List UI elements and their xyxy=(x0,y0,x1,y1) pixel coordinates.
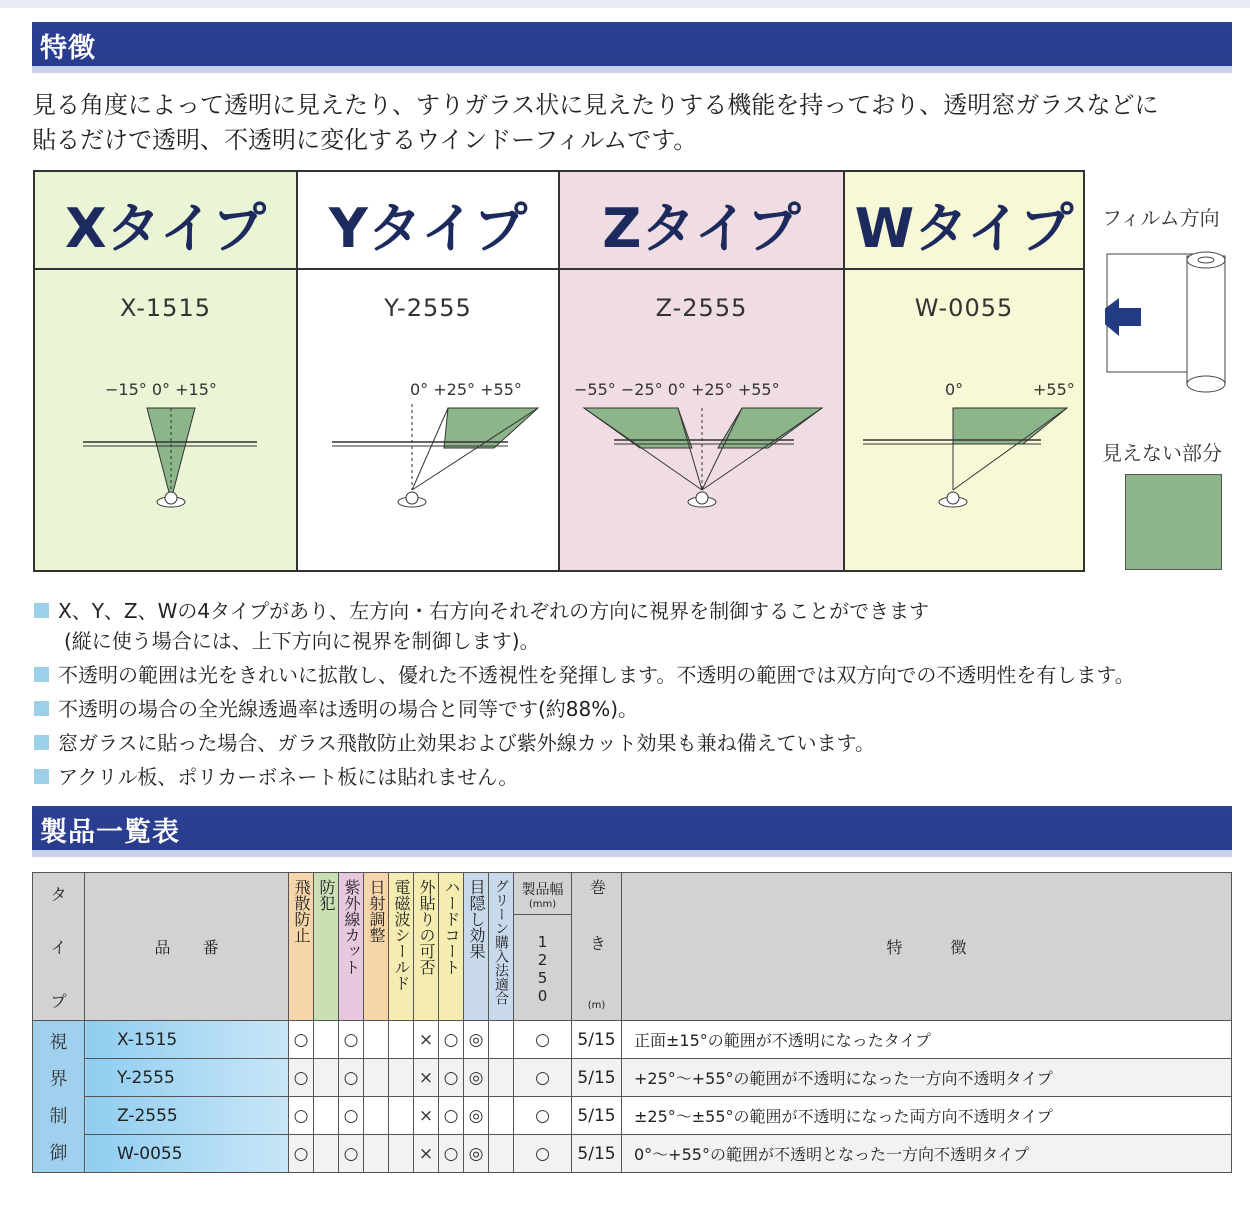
cell-anti-crime xyxy=(314,1097,339,1135)
cell-exterior: × xyxy=(414,1021,439,1059)
header-hard-coat xyxy=(439,873,464,1021)
film-direction-label: フィルム方向 xyxy=(1102,206,1220,230)
cell-green-purchase xyxy=(489,1021,514,1059)
angle-labels: −15° 0° +15° xyxy=(105,380,217,399)
section-header-products xyxy=(32,806,1232,857)
cell-uv-cut: ○ xyxy=(339,1097,364,1135)
cell-solar-control xyxy=(364,1097,389,1135)
group-label-char: 視 xyxy=(49,1032,68,1053)
part-number: W-0055 xyxy=(85,1135,289,1173)
bullet-text: 窓ガラスに貼った場合、ガラス飛散防止効果および紫外線カット効果も兼ね備えています。 xyxy=(58,731,875,755)
header-label: ハードコート xyxy=(442,879,461,975)
header-unit: (m) xyxy=(587,1000,606,1011)
type-name: Zタイプ xyxy=(602,197,801,260)
cell-feature: 正面±15°の範囲が不透明になったタイプ xyxy=(622,1021,1232,1059)
part-number: X-1515 xyxy=(85,1021,289,1059)
header-solar-control xyxy=(364,873,389,1021)
bullet-item xyxy=(34,760,1244,794)
cell-width: ○ xyxy=(514,1135,572,1173)
cell-shatter-proof: ○ xyxy=(289,1059,314,1097)
view-angle-diagram xyxy=(35,172,298,570)
cell-green-purchase xyxy=(489,1097,514,1135)
cell-exterior: × xyxy=(414,1059,439,1097)
cell-shatter-proof: ○ xyxy=(289,1097,314,1135)
header-label: 日射調整 xyxy=(367,879,386,943)
header-green-purchase xyxy=(489,873,514,1021)
cell-emi-shield xyxy=(389,1021,414,1059)
cell-uv-cut: ○ xyxy=(339,1021,364,1059)
header-width xyxy=(514,873,572,1021)
invisible-part-label: 見えない部分 xyxy=(1102,441,1222,465)
bullet-text: 不透明の場合の全光線透過率は透明の場合と同等です(約88%)。 xyxy=(58,697,639,721)
bullet-marker xyxy=(34,667,49,682)
view-angle-diagram xyxy=(845,172,1083,570)
type-code: X-1515 xyxy=(120,294,211,322)
header-type xyxy=(33,873,85,1021)
header-label: 品 番 xyxy=(154,938,219,957)
cell-anti-crime xyxy=(314,1135,339,1173)
view-angle-diagram xyxy=(298,172,560,570)
cell-solar-control xyxy=(364,1059,389,1097)
type-panel-z xyxy=(560,172,845,570)
header-roll xyxy=(572,873,622,1021)
header-part-number xyxy=(85,873,289,1021)
cell-anti-crime xyxy=(314,1059,339,1097)
film-roll-icon xyxy=(1105,250,1235,400)
cell-solar-control xyxy=(364,1135,389,1173)
section-title: 特徴 xyxy=(40,33,96,64)
bullet-marker xyxy=(34,735,49,750)
bullet-marker xyxy=(34,603,49,618)
cell-roll: 5/15 xyxy=(572,1021,622,1059)
bullet-continuation xyxy=(34,624,1244,658)
cell-solar-control xyxy=(364,1021,389,1059)
cell-shatter-proof: ○ xyxy=(289,1135,314,1173)
group-label-char: 界 xyxy=(49,1069,68,1090)
angle-label-left: 0° xyxy=(945,380,964,399)
bullet-item xyxy=(34,692,1244,726)
group-label-char: 制 xyxy=(49,1106,68,1127)
cell-privacy: ◎ xyxy=(464,1097,489,1135)
cell-hard-coat: ○ xyxy=(439,1021,464,1059)
header-privacy xyxy=(464,873,489,1021)
table-row xyxy=(33,1059,1232,1097)
type-name: Xタイプ xyxy=(65,197,266,260)
header-exterior xyxy=(414,873,439,1021)
cell-privacy: ◎ xyxy=(464,1021,489,1059)
intro-text xyxy=(32,88,1242,158)
cell-hard-coat: ○ xyxy=(439,1059,464,1097)
cell-exterior: × xyxy=(414,1135,439,1173)
bullet-marker xyxy=(34,769,49,784)
cell-feature: +25°～+55°の範囲が不透明になった一方向不透明タイプ xyxy=(622,1059,1232,1097)
cell-emi-shield xyxy=(389,1097,414,1135)
cell-hard-coat: ○ xyxy=(439,1135,464,1173)
section-title: 製品一覧表 xyxy=(40,817,180,848)
group-label-char: 御 xyxy=(49,1143,68,1164)
type-code: W-0055 xyxy=(914,294,1014,322)
angle-label-right: +55° xyxy=(1033,380,1075,399)
cell-width: ○ xyxy=(514,1059,572,1097)
cell-exterior: × xyxy=(414,1097,439,1135)
bullet-marker xyxy=(34,701,49,716)
type-panel-x xyxy=(35,172,298,570)
group-label xyxy=(33,1021,85,1173)
cell-uv-cut: ○ xyxy=(339,1135,364,1173)
bullet-text: (縦に使う場合には、上下方向に視界を制御します)。 xyxy=(64,629,540,653)
cell-shatter-proof: ○ xyxy=(289,1021,314,1059)
header-width-value: 1250 xyxy=(533,933,552,1005)
type-code: Z-2555 xyxy=(655,294,748,322)
cell-roll: 5/15 xyxy=(572,1135,622,1173)
cell-privacy: ◎ xyxy=(464,1135,489,1173)
header-unit: (mm) xyxy=(528,899,557,910)
invisible-color-swatch xyxy=(1125,474,1222,570)
bullet-text: アクリル板、ポリカーボネート板には貼れません。 xyxy=(58,765,519,789)
header-label: 特 徴 xyxy=(886,938,967,957)
type-name: Yタイプ xyxy=(328,197,528,260)
header-feature xyxy=(622,873,1232,1021)
cell-width: ○ xyxy=(514,1021,572,1059)
bullet-text: X、Y、Z、Wの4タイプがあり、左方向・右方向それぞれの方向に視界を制御することができます xyxy=(58,599,930,623)
header-shatter-proof xyxy=(289,873,314,1021)
cell-feature: ±25°～±55°の範囲が不透明になった両方向不透明タイプ xyxy=(622,1097,1232,1135)
angle-labels: 0° +25° +55° xyxy=(410,380,522,399)
header-label: 目隠し効果 xyxy=(467,879,486,959)
header-emi-shield xyxy=(389,873,414,1021)
type-name: Wタイプ xyxy=(854,197,1074,260)
feature-bullets xyxy=(34,594,1244,794)
cell-feature: 0°～+55°の範囲が不透明となった一方向不透明タイプ xyxy=(622,1135,1232,1173)
header-label: 紫外線カット xyxy=(342,879,361,975)
product-table xyxy=(32,872,1232,1173)
header-label: グリーン購入法適合 xyxy=(493,879,509,1005)
header-label: 製品幅 xyxy=(521,882,564,898)
table-row xyxy=(33,1021,1232,1059)
bullet-text: 不透明の範囲は光をきれいに拡散し、優れた不透視性を発揮します。不透明の範囲では双方向での不透明性を有します。 xyxy=(58,663,1135,687)
type-panel-y xyxy=(298,172,560,570)
cell-anti-crime xyxy=(314,1021,339,1059)
header-label: 飛散防止 xyxy=(292,879,311,943)
header-label: 外貼りの可否 xyxy=(417,879,436,975)
table-row xyxy=(33,1097,1232,1135)
header-type-char: プ xyxy=(50,991,67,1011)
type-panel-w xyxy=(845,172,1083,570)
top-decoration xyxy=(0,0,1250,8)
bullet-item xyxy=(34,658,1244,692)
part-number: Y-2555 xyxy=(85,1059,289,1097)
header-label: 防犯 xyxy=(317,879,336,911)
cell-green-purchase xyxy=(489,1135,514,1173)
section-header-features xyxy=(32,22,1232,73)
header-anti-crime xyxy=(314,873,339,1021)
cell-uv-cut: ○ xyxy=(339,1059,364,1097)
intro-line: 見る角度によって透明に見えたり、すりガラス状に見えたりする機能を持っており、透明窓ガラスなどに xyxy=(32,91,1159,119)
header-type-char: イ xyxy=(50,938,67,957)
table-row xyxy=(33,1135,1232,1173)
view-angle-diagram xyxy=(560,172,845,570)
header-type-char: タ xyxy=(50,884,67,904)
part-number: Z-2555 xyxy=(85,1097,289,1135)
bullet-item xyxy=(34,594,1244,628)
cell-roll: 5/15 xyxy=(572,1059,622,1097)
cell-width: ○ xyxy=(514,1097,572,1135)
bullet-item xyxy=(34,726,1244,760)
cell-green-purchase xyxy=(489,1059,514,1097)
cell-hard-coat: ○ xyxy=(439,1097,464,1135)
type-panels xyxy=(33,170,1085,572)
header-label: 巻き xyxy=(587,879,607,991)
angle-labels: −55° −25° 0° +25° +55° xyxy=(574,380,780,399)
cell-emi-shield xyxy=(389,1135,414,1173)
type-code: Y-2555 xyxy=(384,294,472,322)
header-label: 電磁波シールド xyxy=(392,879,411,991)
cell-roll: 5/15 xyxy=(572,1097,622,1135)
cell-privacy: ◎ xyxy=(464,1059,489,1097)
table-header-row xyxy=(33,873,1232,1021)
intro-line: 貼るだけで透明、不透明に変化するウインドーフィルムです。 xyxy=(32,126,698,154)
header-uv-cut xyxy=(339,873,364,1021)
cell-emi-shield xyxy=(389,1059,414,1097)
